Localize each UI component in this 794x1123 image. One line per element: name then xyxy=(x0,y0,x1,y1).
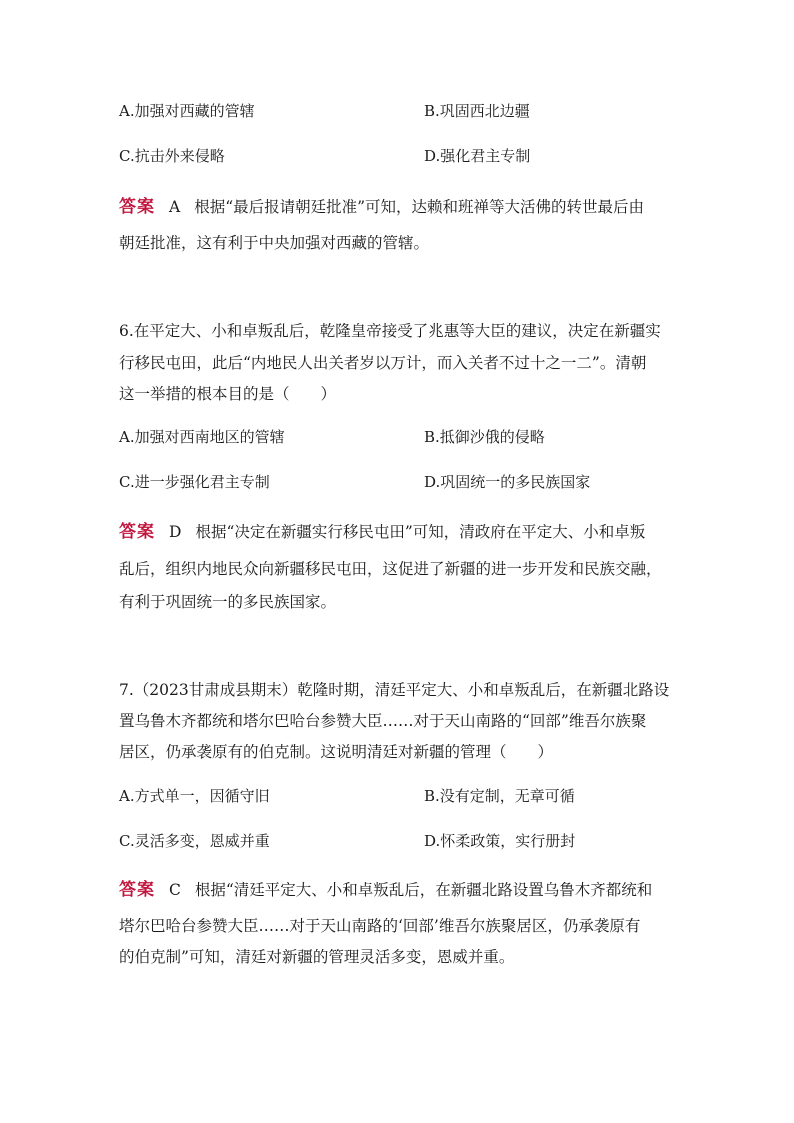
q5-options-row-2 xyxy=(119,145,719,167)
q7-answer-label: 答案 xyxy=(119,880,155,900)
q7-answer-key: C xyxy=(169,881,181,899)
q7-option-a[interactable]: A.方式单一，因循守旧 xyxy=(119,787,270,805)
q7-stem-line-3: 居区，仍承袭原有的伯克制。这说明清廷对新疆的管理（ ） xyxy=(119,743,554,761)
q6-option-d[interactable]: D.巩固统一的多民族国家 xyxy=(424,473,591,491)
q6-options-row-1 xyxy=(119,426,719,448)
q5-options-row-1 xyxy=(119,100,719,122)
q6-stem-line-3: 这一举措的根本目的是（ ） xyxy=(119,385,337,403)
q5-option-c[interactable]: C.抗击外来侵略 xyxy=(119,147,225,165)
q6-answer-line-1 xyxy=(119,521,645,543)
q6-answer-key: D xyxy=(169,523,182,541)
q5-answer-key: A xyxy=(169,198,181,216)
q6-answer-line-3: 有利于巩固统一的多民族国家。 xyxy=(119,593,337,611)
q6-answer-text-1: 根据“决定在新疆实行移民屯田”可知，清政府在平定大、小和卓叛 xyxy=(195,523,646,541)
q5-option-b[interactable]: B.巩固西北边疆 xyxy=(424,102,530,120)
q7-answer-line-2: 塔尔巴哈台参赞大臣……对于天山南路的‘回部’维吾尔族聚居区，仍承袭原有 xyxy=(119,917,641,935)
q6-answer-line-2: 乱后，组织内地民众向新疆移民屯田，这促进了新疆的进一步开发和民族交融， xyxy=(119,560,662,578)
q7-options-row-1 xyxy=(119,785,719,807)
q7-answer-line-1 xyxy=(119,879,652,901)
q5-answer-line-2: 朝廷批准，这有利于中央加强对西藏的管辖。 xyxy=(119,234,430,252)
q5-option-d[interactable]: D.强化君主专制 xyxy=(424,147,531,165)
q7-answer-text-1: 根据“清廷平定大、小和卓叛乱后，在新疆北路设置乌鲁木齐都统和 xyxy=(194,881,653,899)
q6-option-a[interactable]: A.加强对西南地区的管辖 xyxy=(119,428,285,446)
q5-answer-line-1 xyxy=(119,196,644,218)
q6-option-c[interactable]: C.进一步强化君主专制 xyxy=(119,473,270,491)
q6-options-row-2 xyxy=(119,471,719,493)
q6-option-b[interactable]: B.抵御沙俄的侵略 xyxy=(424,428,545,446)
q7-answer-line-3: 的伯克制”可知，清廷对新疆的管理灵活多变，恩威并重。 xyxy=(119,948,515,966)
q5-option-a[interactable]: A.加强对西藏的管辖 xyxy=(119,102,255,120)
q5-answer-text-1: 根据“最后报请朝廷批准”可知，达赖和班禅等大活佛的转世最后由 xyxy=(194,198,645,216)
q7-option-d[interactable]: D.怀柔政策，实行册封 xyxy=(424,832,576,850)
q7-stem-line-2: 置乌鲁木齐都统和塔尔巴哈台参赞大臣……对于天山南路的“回部”维吾尔族聚 xyxy=(119,712,647,730)
q5-answer-label: 答案 xyxy=(119,197,155,217)
q7-stem-line-1: 7.（2023甘肃成县期末）乾隆时期，清廷平定大、小和卓叛乱后，在新疆北路设 xyxy=(119,681,670,699)
q7-option-b[interactable]: B.没有定制，无章可循 xyxy=(424,787,575,805)
q6-stem-line-1: 6.在平定大、小和卓叛乱后，乾隆皇帝接受了兆惠等大臣的建议，决定在新疆实 xyxy=(119,322,661,340)
q6-stem-line-2: 行移民屯田，此后“内地民人出关者岁以万计，而入关者不过十之一二”。清朝 xyxy=(119,354,647,372)
q7-option-c[interactable]: C.灵活多变，恩威并重 xyxy=(119,832,270,850)
q6-answer-label: 答案 xyxy=(119,522,155,542)
q7-options-row-2 xyxy=(119,830,719,852)
